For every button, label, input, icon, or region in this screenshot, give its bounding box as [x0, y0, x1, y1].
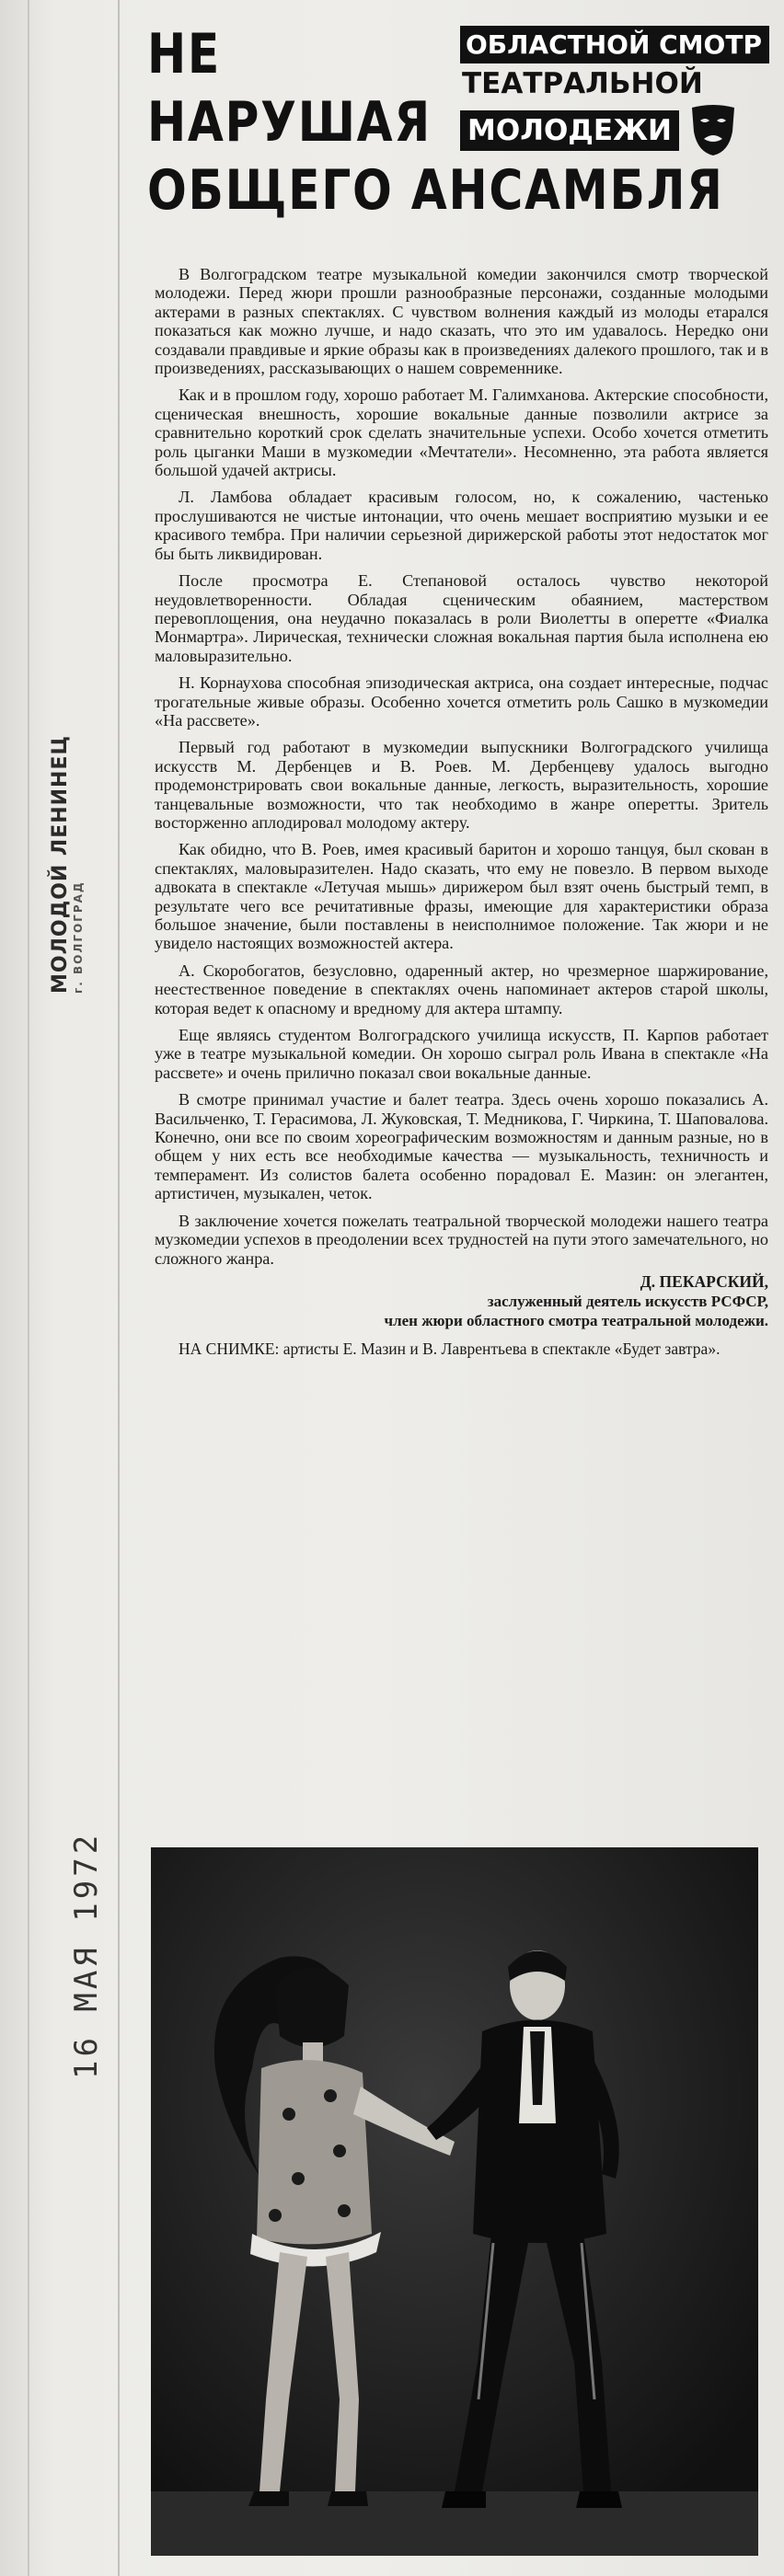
paragraph: Л. Ламбова обладает красивым голосом, но, к сожалению, частенько прослушиваются не чистые интонации, что очень мешает восприятию музыки и ее красивого тембра. При наличии серьезной дирижерской работы этот недостаток мог бы быть ликвидирован.	[155, 488, 768, 563]
rubric-line: ОБЛАСТНОЙ СМОТР	[460, 26, 769, 63]
author-title	[155, 1292, 768, 1330]
paragraph: В смотре принимал участие и балет театра. Здесь очень хорошо показались А. Васильченко, Т. Герасимова, Л. Жуковская, Т. Медникова, Г. Чиркина, Т. Шаповалова. Конечно, они все по своим хореографическим возможностям и данным разные, но в общем у них есть все необходимые качества — музыкальность, техничность и темперамент. Из солистов балета особенно порадовал Е. Мазин: он элегантен, артистичен, музыкален, четок.	[155, 1090, 768, 1203]
author-title-line: член жюри областного смотра театральной молодежи.	[384, 1311, 768, 1329]
rubric-line: ТЕАТРАЛЬНОЙ	[462, 67, 703, 100]
headline-line: НАРУШАЯ	[147, 90, 432, 155]
rubric-banner	[460, 26, 769, 157]
headline-line: НЕ	[147, 22, 221, 86]
dancers-illustration	[151, 1847, 758, 2556]
photo-caption: НА СНИМКЕ: артисты Е. Мазин и В. Лаврентьева в спектакле «Будет завтра».	[179, 1339, 721, 1358]
masthead-title: МОЛОДОЙ ЛЕНИНЕЦ	[48, 735, 72, 994]
paragraph: А. Скоробогатов, безусловно, одаренный актер, но чрезмерное шаржирование, неестественное поведение в спектаклях очень напоминает актеров старой школы, которая ведет к опасному и вредному для актера штампу.	[155, 960, 768, 1018]
paragraph: Как обидно, что В. Роев, имея красивый баритон и хорошо танцуя, был скован в спектаклях, маловыразителен. Надо сказать, что ему не повезло. В первом выходе адвоката в спектакле «Летучая мышь» дирижером был взят очень быстрый темп, в результате чего все речитативные фразы, имеющие для характеристики образа большое значение, были поставлены в неисполнимое положение. Так жюри и не увидело настоящих возможностей актера.	[155, 840, 768, 953]
theatre-mask-icon	[688, 104, 738, 157]
paragraph: В Волгоградском театре музыкальной комедии закончился смотр творческой молодежи. Перед жюри прошли разнообразные персонажи, созданные молодыми актерами в разных спектаклях. С чувством волнения каждый из молоды етарался показаться как можно лучше, и надо сказать, что это им удавалось. Нередко они создавали правдивые и яркие образы как в произведениях далекого прошлого, так и в произведениях, рассказывающих о нашем современнике.	[155, 265, 768, 378]
paragraph: Еще являясь студентом Волгоградского училища искусств, П. Карпов работает уже в театре музыкальной комедии. Он хорошо сыграл роль Ивана в спектакле «На рассвете» и очень прилично показал свои вокальные данные.	[155, 1026, 768, 1082]
rubric-line: МОЛОДЕЖИ	[460, 110, 679, 151]
paragraph: Как и в прошлом году, хорошо работает М. Галимханова. Актерские способности, сценическая внешность, хорошие вокальные данные позволили актрисе за сравнительно короткий срок сделать значительные успехи. Особо хочется отметить роль цыганки Маши в музкомедии «Мечтатели». Несомненно, эта работа является большой удачей актрисы.	[155, 385, 768, 480]
performance-photo	[151, 1847, 758, 2556]
paragraph: Первый год работают в музкомедии выпускники Волгоградского училища искусств М. Дербенцев и В. Роев. М. Дербенцеву удалось выгодно продемонстрировать свои вокальные данные, легкость, выразительность, хорошие танцевальные возможности, что так необходимо в жанре оперетты. Зритель восторженно аплодировал молодому актеру.	[155, 738, 768, 832]
article-body	[155, 265, 768, 1367]
paper-fold-line	[118, 0, 120, 2576]
side-masthead	[48, 736, 85, 994]
paragraph: В заключение хочется пожелать театральной творческой молодежи нашего театра музкомедии успехов в преодолении всех трудностей на пути этого замечательного, но сложного жанра.	[155, 1211, 768, 1268]
paper-fold-line	[28, 0, 29, 2576]
author-title-line: заслуженный деятель искусств РСФСР,	[487, 1292, 768, 1310]
headline-line: ОБЩЕГО АНСАМБЛЯ	[147, 158, 724, 223]
rubric-row	[460, 104, 769, 157]
author-signature: Д. ПЕКАРСКИЙ,	[640, 1271, 768, 1291]
paragraph: Н. Корнаухова способная эпизодическая актриса, она создает интересные, подчас трогательные живые образы. Особенно хочется отметить роль Сашко в музкомедии «На рассвете».	[155, 673, 768, 730]
paragraph: После просмотра Е. Степановой осталось чувство некоторой неудовлетворенности. Обладая сценическим обаянием, мастерством перевоплощения, она неудачно показалась в роли Виолетты в оперетте «Фиалка Монмартра». Лирическая, технически сложная вокальная партия была исполнена ею маловыразительно.	[155, 571, 768, 665]
date-stamp: 16 МАЯ 1972	[68, 1831, 105, 2079]
masthead-subtitle: г. ВОЛГОГРАД	[71, 880, 85, 994]
